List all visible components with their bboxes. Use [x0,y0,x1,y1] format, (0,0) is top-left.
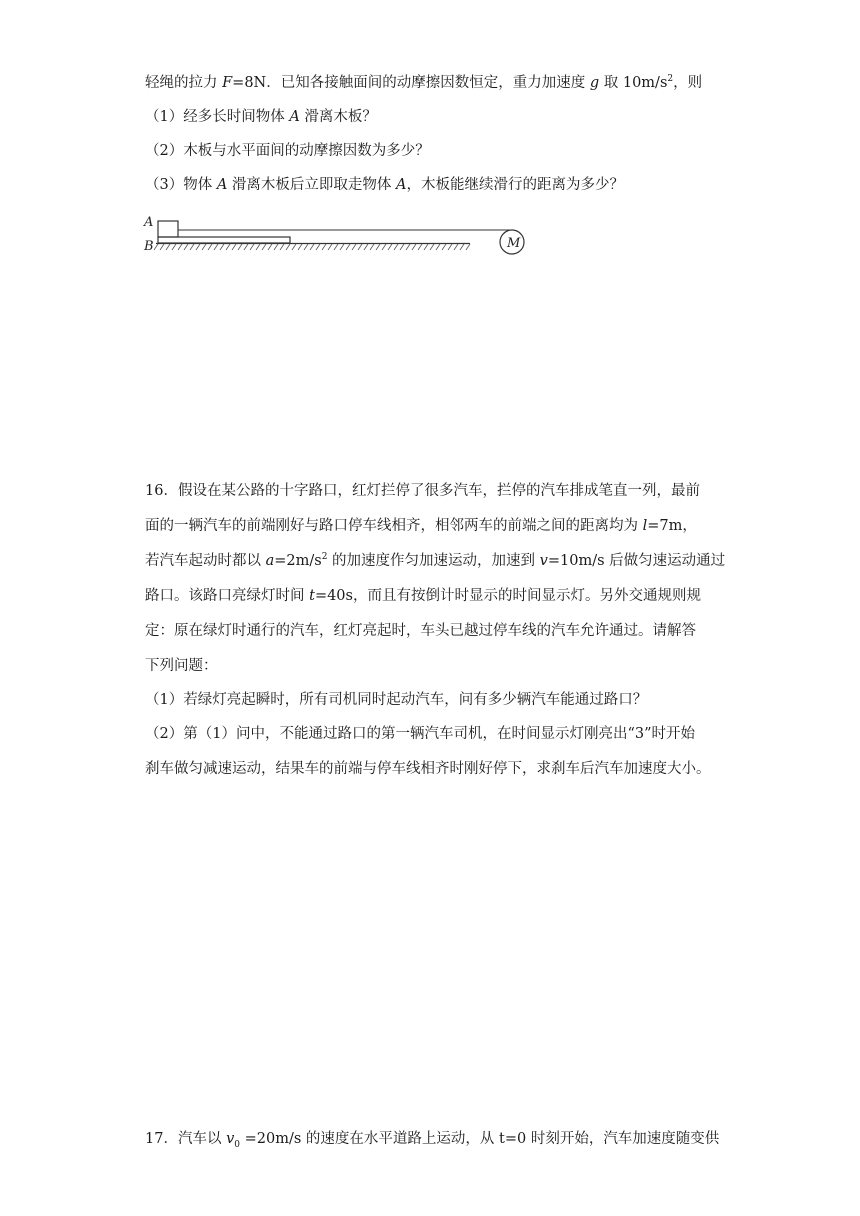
board-block-motor-diagram [140,210,540,260]
q16-line4: 路口。该路口亮绿灯时间 t=40s，而且有按倒计时显示的时间显示灯。另外交通规则规 [145,588,701,604]
ground-hatching [154,244,470,250]
q16-line6: 下列问题： [145,658,218,674]
label-B: B [144,239,154,254]
q17-line1: 17．汽车以 $v_0 =20m/s$ 的速度在水平道路上运动，从 t=0 时刻开始，汽车加速度随变供 [145,1131,720,1150]
label-M: M [507,236,521,251]
q16-part2-line2: 刹车做匀减速运动，结果车的前端与停车线相齐时刚好停下，求刹车后汽车加速度大小。 [145,761,711,777]
q15-part3: （3）物体 A 滑离木板后立即取走物体 A，木板能继续滑行的距离为多少？ [145,177,625,193]
q16-line5: 定：原在绿灯时通行的汽车，红灯亮起时，车头已越过停车线的汽车允许通过。请解答 [145,623,696,639]
board-B [158,237,290,243]
block-A [158,221,178,237]
label-A: A [144,215,154,230]
q16-line1: 16．假设在某公路的十字路口，红灯拦停了很多汽车，拦停的汽车排成笔直一列，最前 [145,483,700,499]
q15-part1: （1）经多长时间物体 A 滑离木板？ [145,109,377,125]
q15-intro: 轻绳的拉力 F=8N．已知各接触面间的动摩擦因数恒定，重力加速度 g 取 $10m/s^2$，则 [145,74,703,91]
q15-part2: （2）木板与水平面间的动摩擦因数为多少？ [145,143,430,159]
q16-part1: （1）若绿灯亮起瞬时，所有司机同时起动汽车，问有多少辆汽车能通过路口？ [145,692,648,708]
q16-part2-line1: （2）第（1）问中，不能通过路口的第一辆汽车司机，在时间显示灯刚亮出“3”时开始 [145,726,695,742]
q16-line3: 若汽车起动时都以 $a=2m/s^2$ 的加速度作匀加速运动，加速到 v=10m/s 后做匀速运动通过 [145,552,726,569]
q16-line2: 面的一辆汽车的前端刚好与路口停车线相齐，相邻两车的前端之间的距离均为 l=7m， [145,518,697,534]
